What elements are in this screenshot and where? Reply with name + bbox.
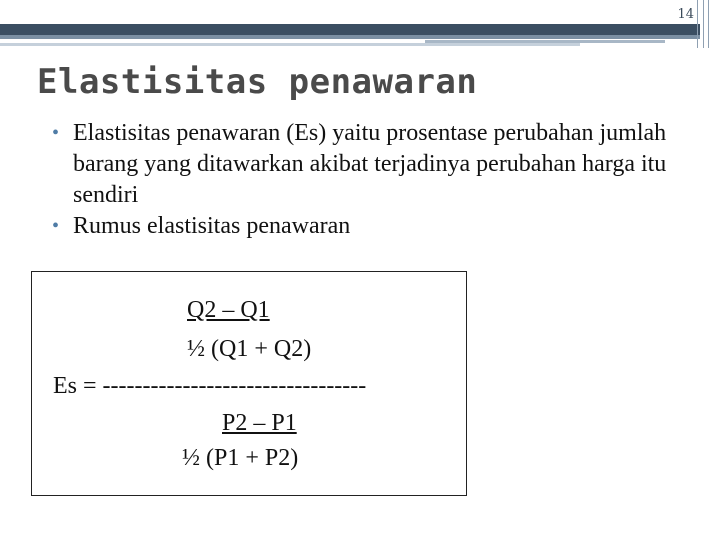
- bullet-text: Elastisitas penawaran (Es) yaitu prosentase perubahan jumlah barang yang ditawarkan akibat terjadinya perubahan harga itu sendiri: [73, 120, 667, 208]
- bullet-text: Rumus elastisitas penawaran: [73, 213, 351, 239]
- bullet-marker: •: [52, 215, 60, 237]
- bullet-item: [52, 118, 672, 211]
- formula-denominator-top: P2 – P1: [222, 410, 297, 436]
- bullet-marker: •: [52, 122, 60, 144]
- formula-lhs-and-fraction-bar: Es = ---------------------------------: [53, 373, 367, 399]
- bullet-list: [52, 118, 672, 242]
- formula-numerator-bottom: ½ (Q1 + Q2): [187, 336, 312, 362]
- formula-denominator-bottom: ½ (P1 + P2): [182, 445, 299, 471]
- bullet-item: [52, 211, 672, 242]
- header-band-accent-2: [0, 43, 580, 46]
- slide-number: 14: [677, 7, 694, 22]
- header-band: [0, 24, 700, 35]
- header-divider-line: [708, 0, 709, 48]
- header-divider-line: [697, 0, 698, 48]
- slide-title: Elastisitas penawaran: [37, 62, 478, 102]
- header-divider-line: [703, 0, 704, 48]
- formula-box: [31, 271, 467, 496]
- formula-numerator-top: Q2 – Q1: [187, 297, 270, 323]
- header-band-secondary: [0, 35, 700, 39]
